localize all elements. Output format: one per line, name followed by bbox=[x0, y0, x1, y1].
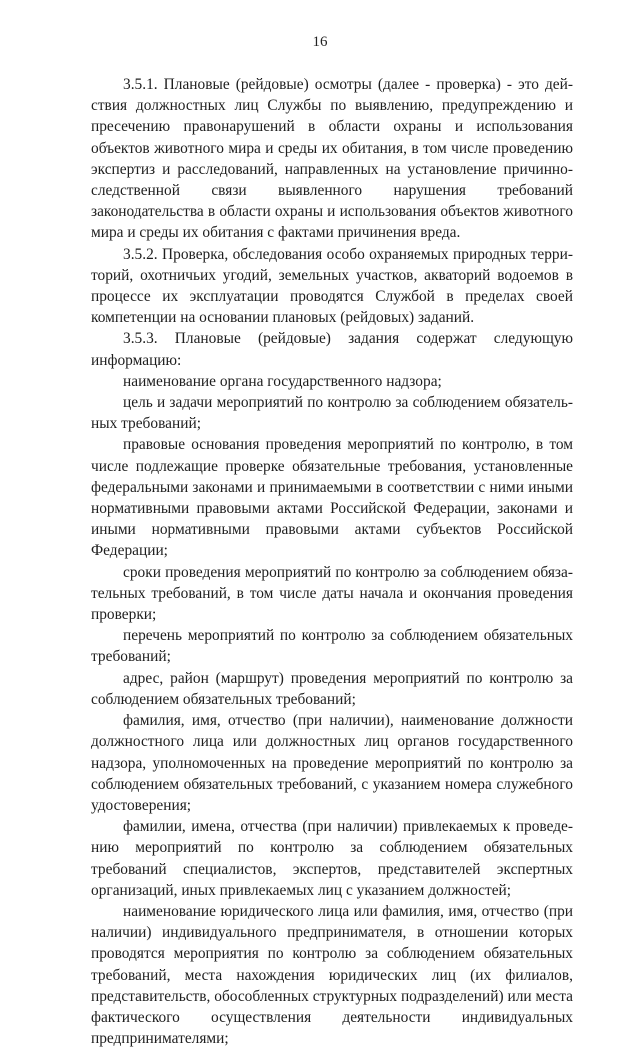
list-item: правовые основания проведения мероприятий по контролю, в том числе подлежащие проверке обязательные требования, установленные федеральными законами и принимаемыми в соответствии с ними иными нормативными правовыми актами Российской Федерации, законами и иными нормативными правовыми актами субъектов Российской Федерации; bbox=[91, 436, 573, 560]
page-number: 16 bbox=[312, 34, 328, 50]
paragraph-3-5-2: 3.5.2. Проверка, обследования особо охраняемых природных территорий, охотничьих угодий, земельных участков, акваторий водоемов в процессе их эксплуатации проводятся Службой в пределах своей компетенции на основании плановых (рейдовых) заданий. bbox=[91, 245, 573, 327]
paragraph-3-5-3: 3.5.3. Плановые (рейдовые) задания содержат следующую информацию: bbox=[91, 330, 573, 369]
list-item: фамилии, имена, отчества (при наличии) привлекаемых к проведению мероприятий по контролю за соблюдением обязательных требований специалистов, экспертов, представителей экспертных организаций, иных привлекаемых лиц с указанием должностей; bbox=[91, 818, 573, 899]
list-item: адрес, район (маршрут) проведения мероприятий по контролю за соблюдением обязательных требований; bbox=[91, 669, 573, 708]
list-item: фамилия, имя, отчество (при наличии), наименование должности должностного лица или должностных лиц органов государственного надзора, уполномоченных на проведение мероприятий по контролю за соблюдением обязательных требований, с указанием номера служебного удостоверения; bbox=[91, 712, 573, 814]
document-body bbox=[91, 74, 573, 1049]
list-item: цель и задачи мероприятий по контролю за соблюдением обязательных требований; bbox=[91, 394, 573, 433]
list-item: перечень мероприятий по контролю за соблюдением обязательных требований; bbox=[91, 627, 573, 666]
paragraph-3-5-1: 3.5.1. Плановые (рейдовые) осмотры (далее - проверка) - это действия должностных лиц Службы по выявлению, предупреждению и пресечению правонарушений в области охраны и использования объектов животного мира и среды их обитания, в том числе проведению экспертиз и расследований, направленных на установление причинно-следственной связи выявленного нарушения требований законодательства в области охраны и использования объектов животного мира и среды их обитания с фактами причинения вреда. bbox=[91, 76, 573, 242]
list-item: сроки проведения мероприятий по контролю за соблюдением обязательных требований, в том числе даты начала и окончания проведения проверки; bbox=[91, 563, 573, 624]
list-item: наименование юридического лица или фамилия, имя, отчество (при наличии) индивидуального предпринимателя, в отношении которых проводятся мероприятия по контролю за соблюдением обязательных требований, места нахождения юридических лиц (их филиалов, представительств, обособленных структурных подразделений) или места фактического осуществления деятельности индивидуальных предпринимателями; bbox=[91, 902, 573, 1048]
list-item: наименование органа государственного надзора; bbox=[123, 372, 442, 390]
